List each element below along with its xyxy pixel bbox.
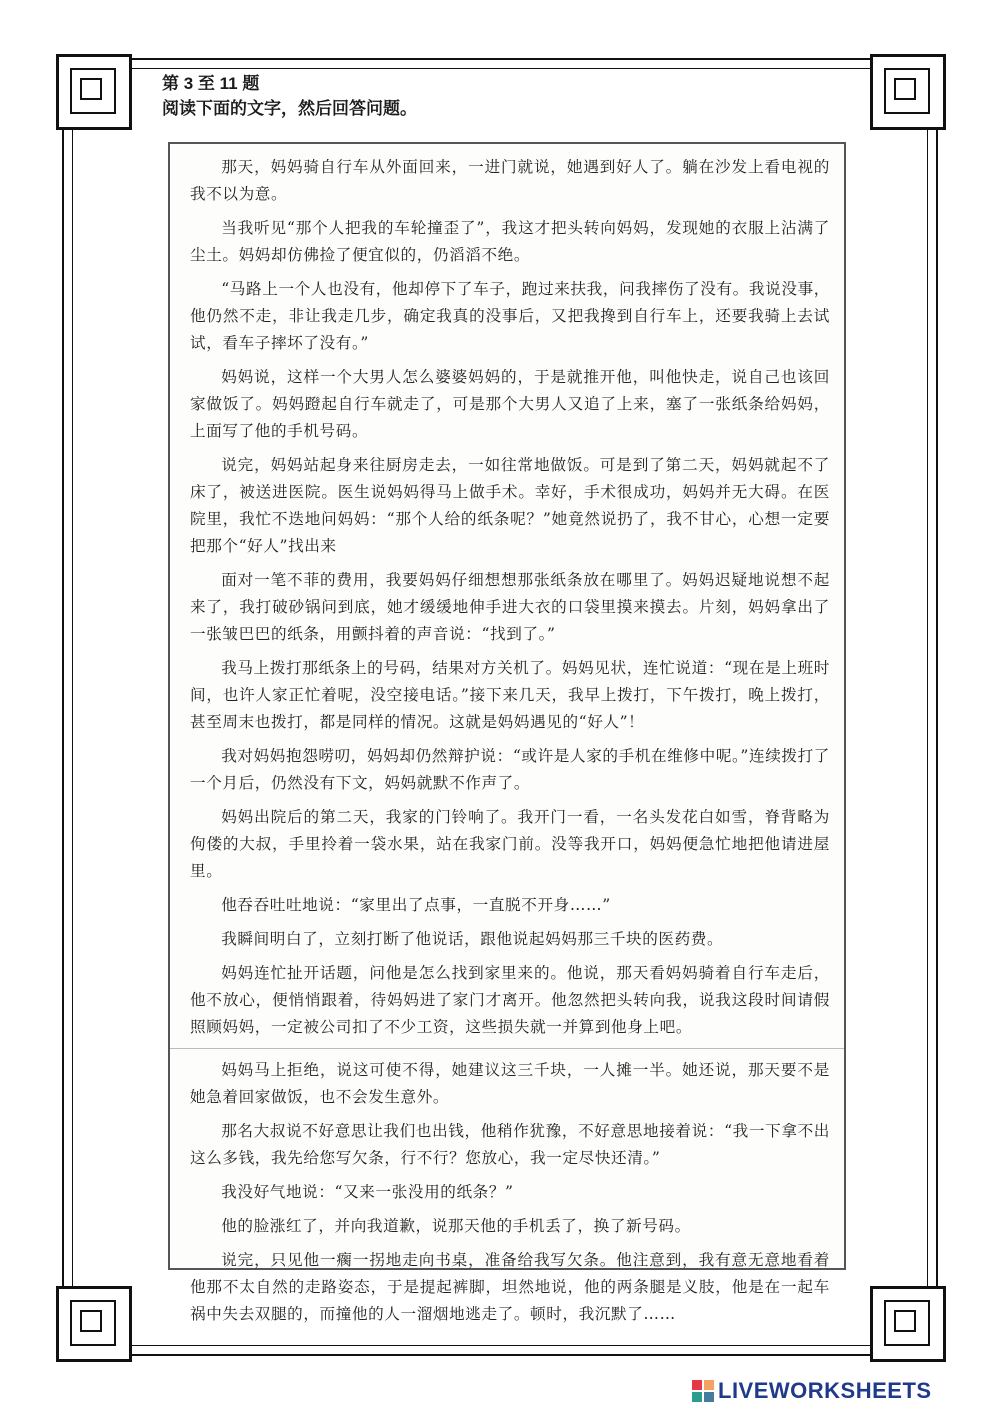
passage-paragraph: 那天，妈妈骑自行车从外面回来，一进门就说，她遇到好人了。躺在沙发上看电视的我不以为意。 [190,158,830,203]
reading-passage [168,142,846,1323]
question-header [162,72,862,122]
frame-corner-ornament [56,1286,130,1360]
passage-paragraph: 当我听见“那个人把我的车轮撞歪了”，我这才把头转向妈妈，发现她的衣服上沾满了尘土。妈妈却仿佛捡了便宜似的，仍滔滔不绝。 [190,219,830,264]
passage-paragraph: 我没好气地说：“又来一张没用的纸条？” [221,1183,514,1201]
instruction-text: 阅读下面的文字，然后回答问题。 [162,99,417,118]
passage-paragraph: 妈妈马上拒绝，说这可使不得，她建议这三千块，一人摊一半。她还说，那天要不是她急着回家做饭，也不会发生意外。 [190,1061,830,1106]
scan-seam-divider [170,1048,844,1049]
passage-paragraph: 说完，妈妈站起身来往厨房走去，一如往常地做饭。可是到了第二天，妈妈就起不了床了，被送进医院。医生说妈妈得马上做手术。幸好，手术很成功，妈妈并无大碍。在医院里，我忙不迭地问妈妈：“那个人给的纸条呢？”她竟然说扔了，我不甘心，心想一定要把那个“好人”找出来 [190,456,830,555]
question-range: 第 3 至 11 题 [162,74,260,93]
passage-paragraph: 那名大叔说不好意思让我们也出钱，他稍作犹豫，不好意思地接着说：“我一下拿不出这么多钱，我先给您写欠条，行不行？您放心，我一定尽快还清。” [190,1122,830,1167]
passage-paragraph: “马路上一个人也没有，他却停下了车子，跑过来扶我，问我摔伤了没有。我说没事，他仍然不走，非让我走几步，确定我真的没事后，又把我搀到自行车上，还要我骑上去试试，看车子摔坏了没有。” [190,280,830,352]
frame-corner-ornament [870,54,944,128]
passage-paragraph: 我对妈妈抱怨唠叨，妈妈却仍然辩护说：“或许是人家的手机在维修中呢。”连续拨打了一个月后，仍然没有下文，妈妈就默不作声了。 [190,747,830,792]
frame-corner-ornament [56,54,130,128]
passage-paragraph: 妈妈出院后的第二天，我家的门铃响了。我开门一看，一名头发花白如雪，脊背略为佝偻的大叔，手里拎着一袋水果，站在我家门前。没等我开口，妈妈便急忙地把他请进屋里。 [190,808,830,880]
passage-paragraph: 妈妈说，这样一个大男人怎么婆婆妈妈的，于是就推开他，叫他快走，说自己也该回家做饭了。妈妈蹬起自行车就走了，可是那个大男人又追了上来，塞了一张纸条给妈妈，上面写了他的手机号码。 [190,368,830,440]
passage-paragraph: 他吞吞吐吐地说：“家里出了点事，一直脱不开身……” [221,896,611,914]
logo-badge-square [692,1392,702,1402]
passage-part-1 [190,154,830,1041]
logo-badge-square [704,1380,714,1390]
passage-paragraph: 他的脸涨红了，并向我道歉，说那天他的手机丢了，换了新号码。 [221,1217,691,1235]
passage-paragraph: 妈妈连忙扯开话题，问他是怎么找到家里来的。他说，那天看妈妈骑着自行车走后，他不放心，便悄悄跟着，待妈妈进了家门才离开。他忽然把头转向我，说我这段时间请假照顾妈妈，一定被公司扣了不少工资，这些损失就一并算到他身上吧。 [190,964,830,1036]
passage-paragraph: 面对一笔不菲的费用，我要妈妈仔细想想那张纸条放在哪里了。妈妈迟疑地说想不起来了，我打破砂锅问到底，她才缓缓地伸手进大衣的口袋里摸来摸去。片刻，妈妈拿出了一张皱巴巴的纸条，用颤抖着的声音说：“找到了。” [190,571,830,643]
passage-paragraph: 说完，只见他一瘸一拐地走向书桌，准备给我写欠条。他注意到，我有意无意地看着他那不太自然的走路姿态，于是提起裤脚，坦然地说，他的两条腿是义肢，他是在一起车祸中失去双腿的，而撞他的人一溜烟地逃走了。顿时，我沉默了…… [190,1251,830,1323]
logo-text: LIVEWORKSHEETS [718,1378,932,1403]
liveworksheets-logo [692,1376,932,1406]
passage-part-2 [190,1057,830,1328]
logo-badge-square [692,1380,702,1390]
logo-badge-square [704,1392,714,1402]
passage-paragraph: 我马上拨打那纸条上的号码，结果对方关机了。妈妈见状，连忙说道：“现在是上班时间，也许人家正忙着呢，没空接电话。”接下来几天，我早上拨打，下午拨打，晚上拨打，甚至周末也拨打，都是同样的情况。这就是妈妈遇见的“好人”！ [190,659,830,731]
frame-corner-ornament [870,1286,944,1360]
logo-badge-icon [692,1380,714,1402]
passage-paragraph: 我瞬间明白了，立刻打断了他说话，跟他说起妈妈那三千块的医药费。 [221,930,724,948]
